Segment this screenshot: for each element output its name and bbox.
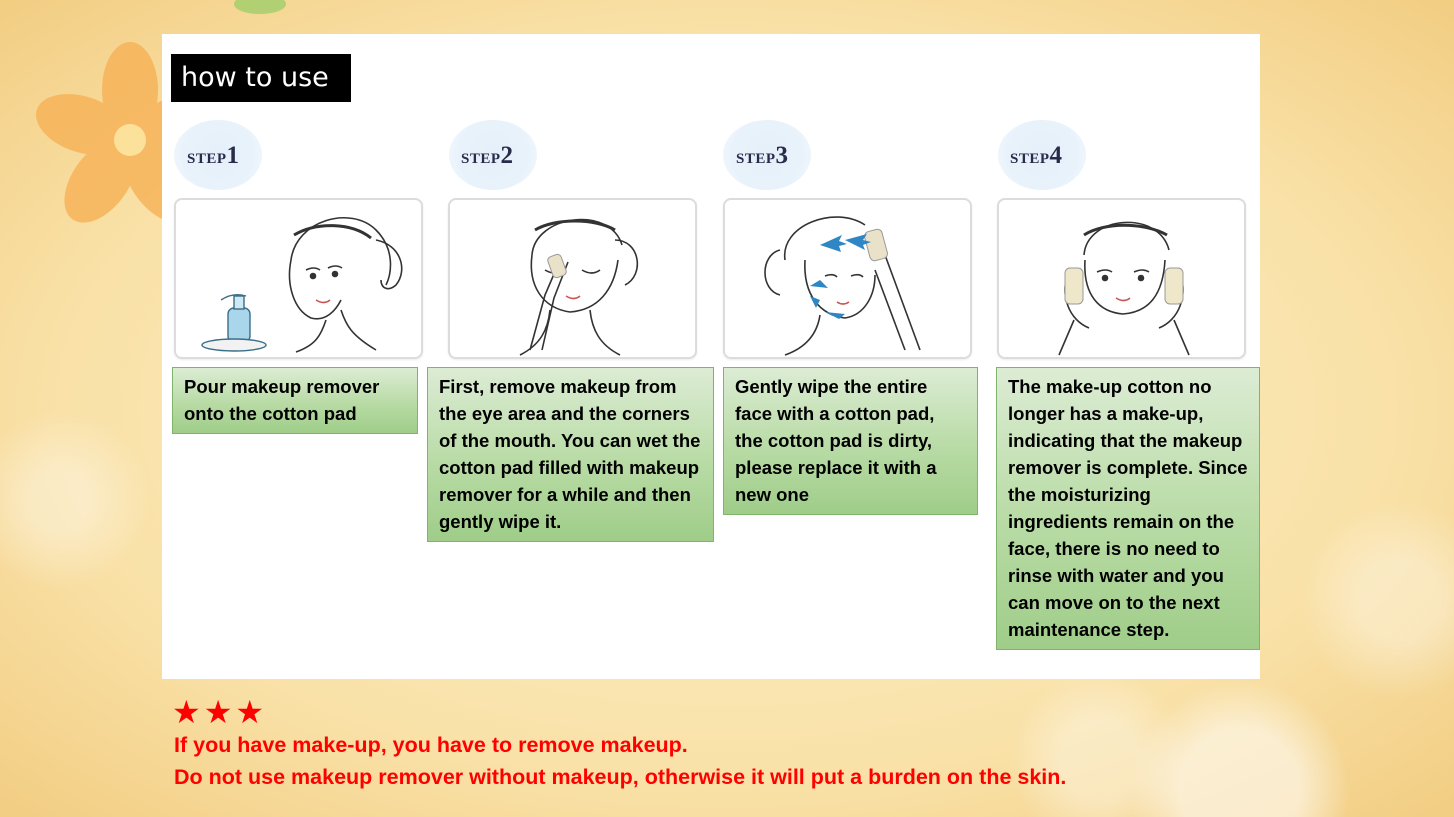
step-word: STEP (187, 151, 227, 167)
step-label-1 (187, 136, 240, 176)
step-label-3 (736, 136, 789, 176)
step-word: STEP (1010, 151, 1050, 167)
notice-line-1: If you have make-up, you have to remove makeup. (174, 733, 688, 757)
step-label-2 (461, 136, 514, 176)
step-1-description: Pour makeup remover onto the cotton pad (172, 367, 418, 434)
step-word: STEP (461, 151, 501, 167)
leaf-decoration (230, 0, 290, 20)
step-3-illustration (723, 198, 972, 359)
step-number: 2 (500, 142, 514, 169)
woman-wiping-face-illustration (725, 200, 970, 357)
step-4-description: The make-up cotton no longer has a make-up, indicating that the makeup remover is complete. Since the moisturizing ingredients remain on the face, there is no need to rinse with water and you can move on to the next maintenance step. (996, 367, 1260, 650)
step-1-illustration (174, 198, 423, 359)
step-number: 1 (226, 142, 240, 169)
instruction-panel (162, 34, 1260, 679)
step-2-illustration (448, 198, 697, 359)
notice-line-2: Do not use makeup remover without makeup, otherwise it will put a burden on the skin. (174, 765, 1067, 789)
step-word: STEP (736, 151, 776, 167)
step-2-description: First, remove makeup from the eye area and the corners of the mouth. You can wet the cotton pad filled with makeup remover for a while and then gently wipe it. (427, 367, 714, 542)
woman-patting-face-illustration (999, 200, 1244, 357)
woman-pouring-remover-illustration (176, 200, 421, 357)
step-number: 3 (775, 142, 789, 169)
rating-stars: ★★★ (172, 693, 268, 731)
page-title: how to use (171, 54, 351, 102)
step-label-4 (1010, 136, 1063, 176)
step-4-illustration (997, 198, 1246, 359)
step-number: 4 (1049, 142, 1063, 169)
step-3-description: Gently wipe the entire face with a cotton pad, the cotton pad is dirty, please replace it with a new one (723, 367, 978, 515)
woman-wiping-eyes-illustration (450, 200, 695, 357)
